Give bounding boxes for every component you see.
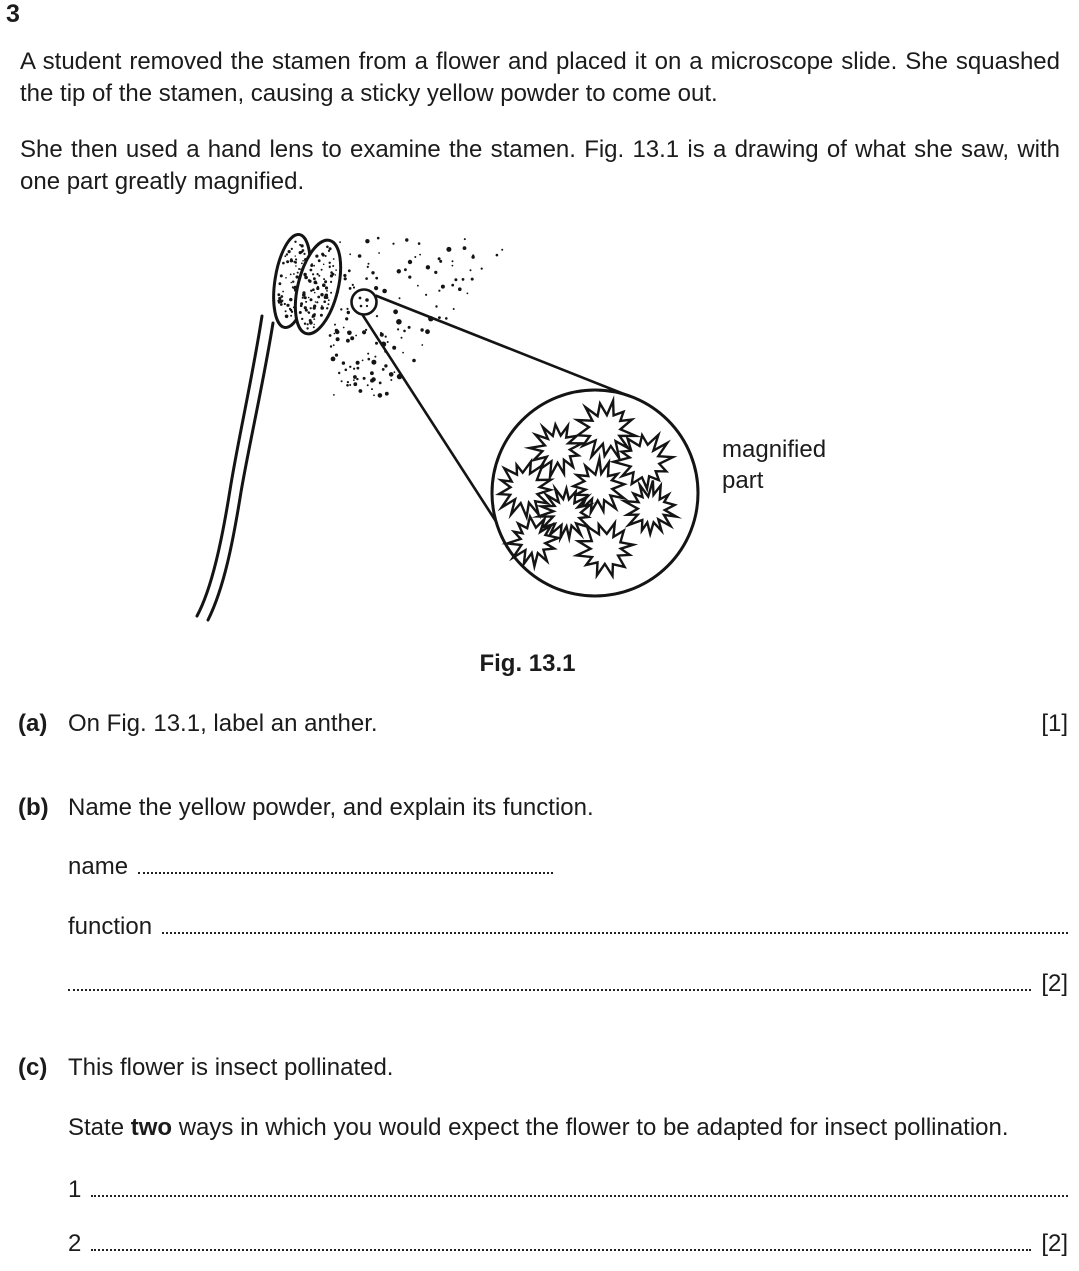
dotted-answer-line <box>138 872 553 874</box>
question-number: 3 <box>6 0 20 28</box>
question-a-marks: [1] <box>1041 710 1068 737</box>
question-c-row <box>18 1054 1068 1082</box>
dotted-answer-line <box>91 1249 1031 1251</box>
dotted-answer-line <box>91 1195 1068 1197</box>
stamen-drawing <box>150 222 970 627</box>
question-a-row <box>18 710 1068 738</box>
question-b-text: Name the yellow powder, and explain its function. <box>68 794 594 821</box>
answer-line-2-label: 2 <box>68 1230 82 1257</box>
question-b-label: (b) <box>18 794 49 821</box>
question-c-marks: [2] <box>1041 1230 1068 1257</box>
figure-caption: Fig. 13.1 <box>479 650 576 677</box>
answer-line-name <box>68 853 1068 881</box>
magnified-part-label-line1: magnified <box>722 436 827 463</box>
question-b-row <box>18 794 1068 822</box>
dotted-answer-line <box>68 989 1031 991</box>
instruction-pre: State <box>68 1114 131 1141</box>
question-b-marks: [2] <box>1041 970 1068 997</box>
dotted-answer-line <box>162 932 1068 934</box>
intro-paragraph-1: A student removed the stamen from a flower and placed it on a microscope slide. She squashed the tip of the stamen, causing a sticky yellow powder to come out. <box>20 48 1060 107</box>
magnified-part-label-line2: part <box>722 467 764 494</box>
function-label: function <box>68 913 153 940</box>
intro-paragraph-2: She then used a hand lens to examine the stamen. Fig. 13.1 is a drawing of what she saw, with one part greatly magnified. <box>20 136 1060 195</box>
answer-line-function-continued <box>68 970 1068 998</box>
instruction-bold-two: two <box>130 1114 173 1141</box>
instruction-post: ways in which you would expect the flower to be adapted for insect pollination. <box>172 1114 1009 1141</box>
question-c-label: (c) <box>18 1054 48 1081</box>
question-c-instruction <box>68 1114 1068 1142</box>
answer-line-2 <box>68 1230 1068 1258</box>
question-c-text: This flower is insect pollinated. <box>68 1054 394 1081</box>
question-a-text: On Fig. 13.1, label an anther. <box>68 710 378 737</box>
answer-line-1 <box>68 1176 1068 1204</box>
name-label: name <box>68 853 129 880</box>
answer-line-function <box>68 913 1068 941</box>
question-a-label: (a) <box>18 710 48 737</box>
answer-line-1-label: 1 <box>68 1176 82 1203</box>
magnified-part-label <box>722 434 826 496</box>
